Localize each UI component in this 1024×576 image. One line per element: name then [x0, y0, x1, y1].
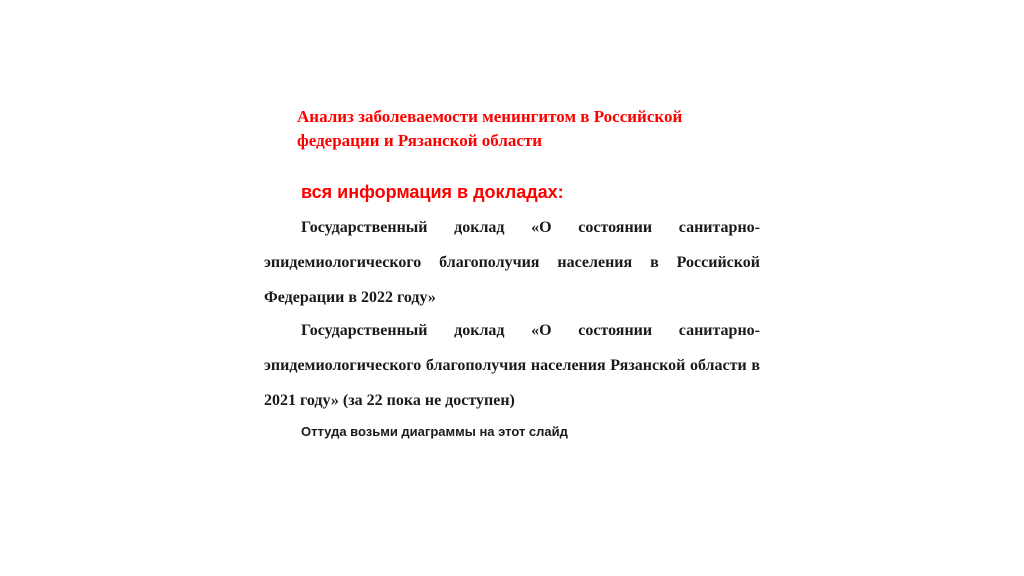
slide-note: Оттуда возьми диаграммы на этот слайд	[301, 424, 568, 439]
report-paragraph-ryazan: Государственный доклад «О состоянии санитарно-эпидемиологического благополучия населения Рязанской области в 2021 году» (за 22 пока не доступен)	[264, 322, 760, 409]
slide-subtitle: вся информация в докладах:	[301, 182, 564, 202]
report-paragraph-federal: Государственный доклад «О состоянии санитарно-эпидемиологического благополучия населения в Российской Федерации в 2022 году»	[264, 219, 760, 306]
slide-title: Анализ заболеваемости менингитом в Российской федерации и Рязанской области	[297, 107, 683, 150]
